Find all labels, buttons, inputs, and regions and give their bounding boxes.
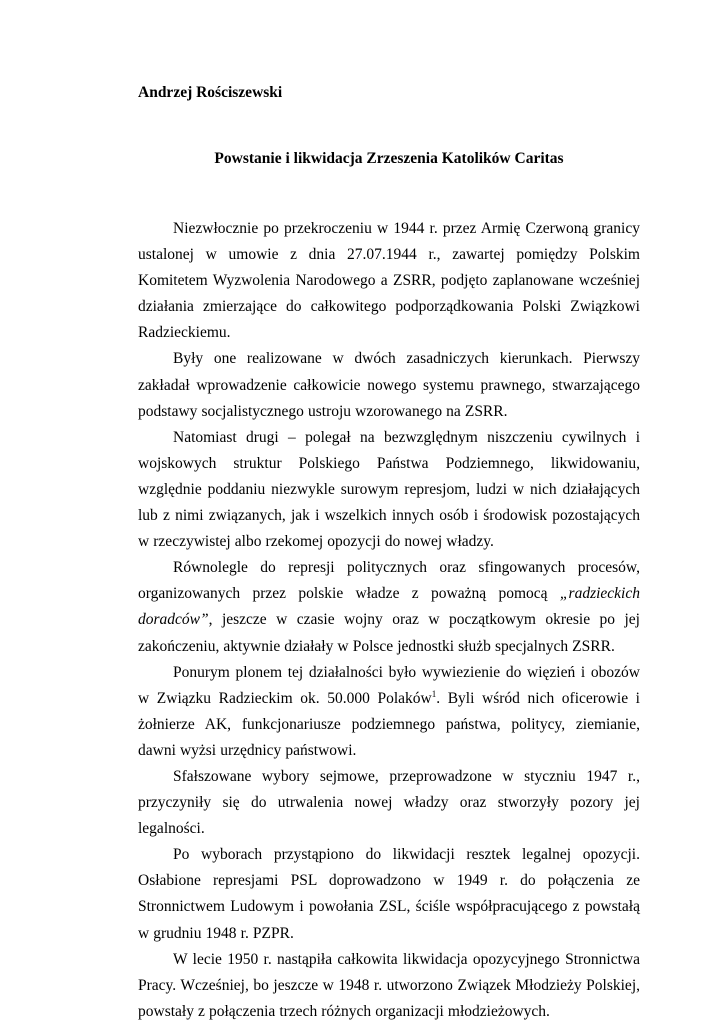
paragraph-4-text-after: , jeszcze w czasie wojny oraz w początkowym okresie po jej zakończeniu, aktywnie działały w Polsce jednostki służb specjalnych ZSRR. — [138, 611, 640, 655]
paragraph-4 — [138, 555, 640, 659]
paragraph-8: W lecie 1950 r. nastąpiła całkowita likwidacja opozycyjnego Stronnictwa Pracy. Wcześniej, bo jeszcze w 1948 r. utworzono Związek Młodzieży Polskiej, powstały z połączenia trzech różnych organizacji młodzieżowych. — [138, 950, 640, 1020]
paragraph-5 — [138, 660, 640, 764]
footnote-marker[interactable]: 1 — [431, 688, 437, 699]
paragraph-1: Niezwłocznie po przekroczeniu w 1944 r. przez Armię Czerwoną granicy ustalonej w umowie z dnia 27.07.1944 r., zawartej pomiędzy Polskim Komitetem Wyzwolenia Narodowego a ZSRR, podjęto zaplanowane wcześniej działania zmierzające do całkowitego podporządkowania Polski Związkowi Radzieckiemu. — [138, 220, 640, 342]
paragraph-5-text-after: . Byli wśród nich oficerowie i żołnierze AK, funkcjonariusze podziemnego państwa, politycy, ziemianie, dawni wyżsi urzędnicy państwowi. — [138, 689, 640, 759]
paragraph-5-text-before: Ponurym plonem tej działalności było wywiezienie do więzień i obozów w Związku Radzieckim ok. 50.000 Polaków — [138, 663, 640, 707]
paragraph-7: Po wyborach przystąpiono do likwidacji resztek legalnej opozycji. Osłabione represjami PSL doprowadzono w 1949 r. do połączenia ze Stronnictwem Ludowym i powołania ZSL, ściśle współpracującego z powstałą w grudniu 1948 r. PZPR. — [138, 846, 640, 942]
paragraph-4-text-before: Równolegle do represji politycznych oraz sfingowanych procesów, organizowanych przez polskie władze z poważną pomocą — [138, 559, 640, 603]
paragraph-2: Były one realizowane w dwóch zasadniczych kierunkach. Pierwszy zakładał wprowadzenie całkowicie nowego systemu prawnego, stwarzającego podstawy socjalistycznego ustroju wzorowanego na ZSRR. — [138, 350, 640, 420]
document-body — [138, 216, 640, 1025]
paragraph-4-italic-quote: „radzieckich doradców” — [138, 585, 640, 629]
document-title: Powstanie i likwidacja Zrzeszenia Katolików Caritas — [214, 150, 564, 167]
paragraph-3: Natomiast drugi – polegał na bezwzględnym niszczeniu cywilnych i wojskowych struktur Polskiego Państwa Podziemnego, likwidowaniu, względnie poddaniu niezwykle surowym represjom, ludzi w nich działających lub z nimi związanych, jak i wszelkich innych osób i środowisk pozostających w rzeczywistej albo rzekomej opozycji do nowej władzy. — [138, 428, 640, 551]
author-name: Andrzej Rościszewski — [138, 84, 283, 101]
paragraph-6: Sfałszowane wybory sejmowe, przeprowadzone w styczniu 1947 r., przyczyniły się do utrwalenia nowej władzy oraz stworzyły pozory jej legalności. — [138, 767, 640, 838]
